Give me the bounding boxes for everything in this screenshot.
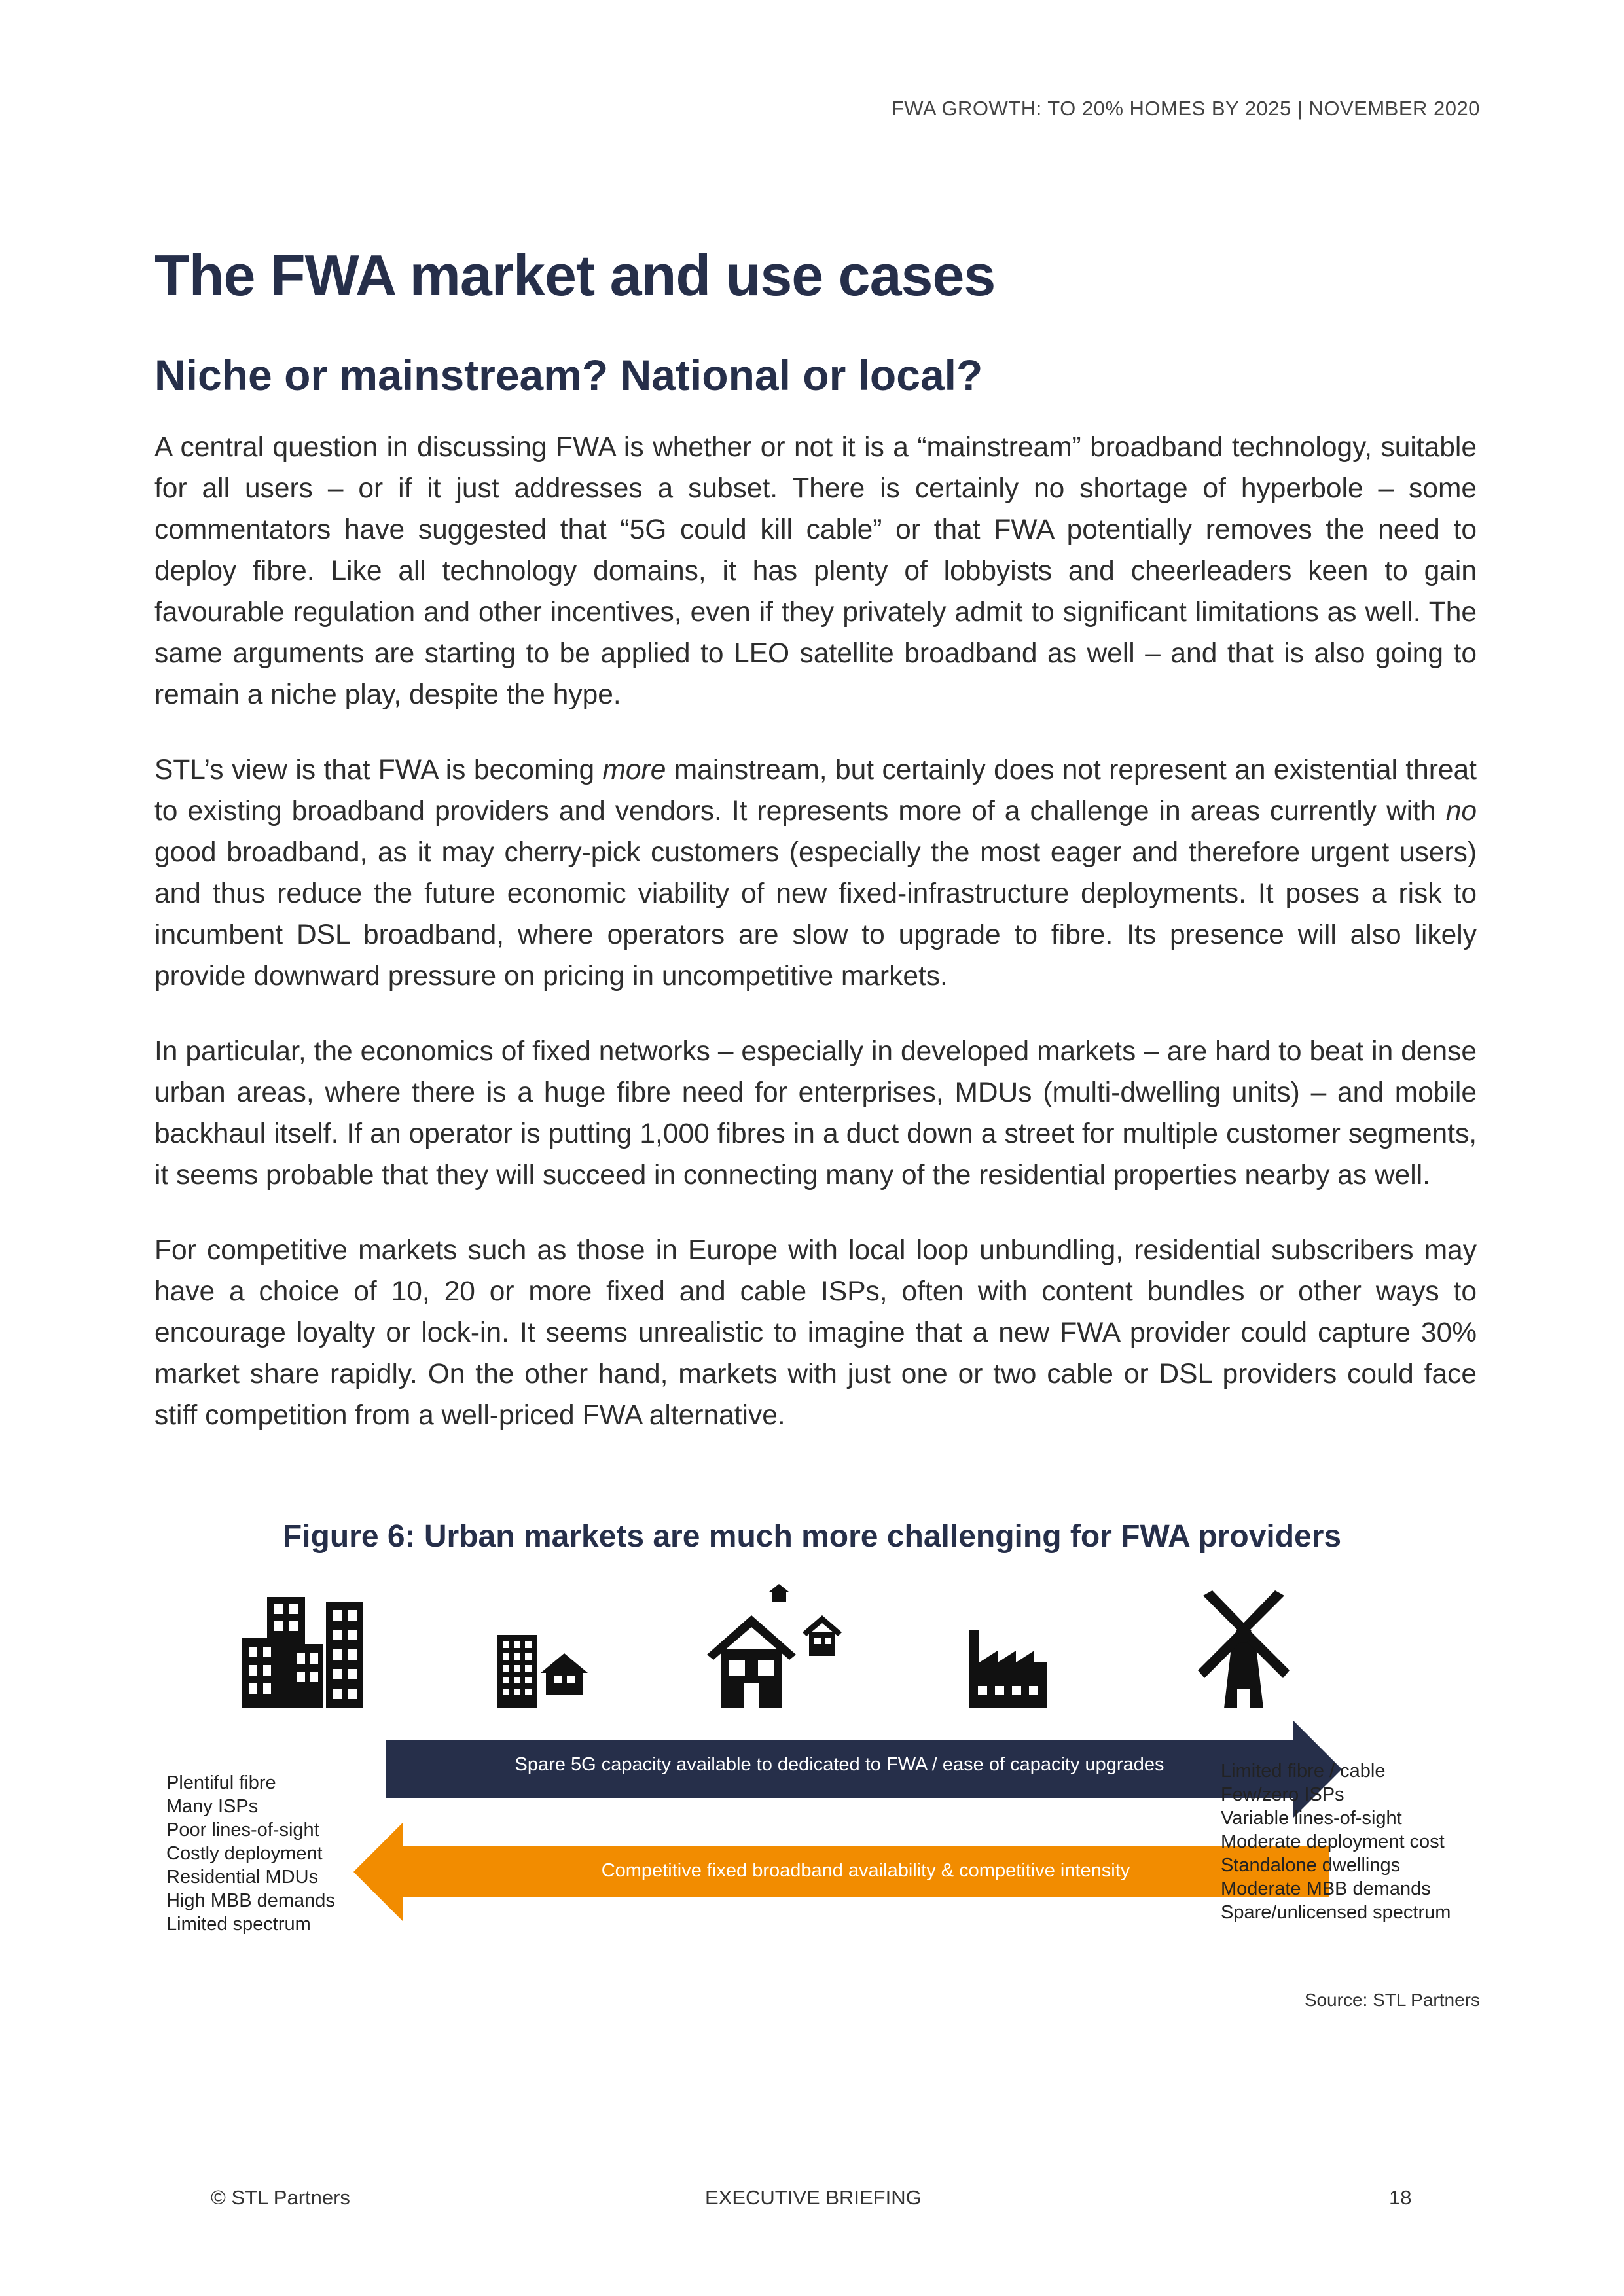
figure-6: [157, 1584, 1492, 1950]
footer-copyright: © STL Partners: [211, 2186, 350, 2209]
building-and-house-icon: [497, 1630, 589, 1708]
list-item: High MBB demands: [166, 1890, 335, 1911]
windmill-icon: [1198, 1590, 1290, 1708]
left-characteristics-list: [166, 1771, 335, 1936]
paragraph-4-text: For competitive markets such as those in Europe with local loop unbundling, residential subscribers may have a choice of 10, 20 or more fixed and cable ISPs, often with content bundles or other ways to encourage loyalty or lock-in. It seems unrealistic to imagine that a new FWA provider could capture 30% market share rapidly. On the other hand, markets with just one or two cable or DSL providers could face stiff competition from a well-priced FWA alternative.: [154, 1235, 1477, 1431]
paragraph-1-text: A central question in discussing FWA is whether or not it is a “mainstream” broadband technology, suitable for all users – or if it just addresses a subset. There is certainly no shortage of hyperbole – some commentators have suggested that “5G could kill cable” or that FWA potentially removes the need to deploy fibre. Like all technology domains, it has plenty of lobbyists and cheerleaders keen to gain favourable regulation and other incentives, even if they privately admit to significant limitations as well. The same arguments are starting to be applied to LEO satellite broadband as well – and that is also going to remain a niche play, despite the hype.: [154, 432, 1477, 710]
list-item: Costly deployment: [166, 1843, 323, 1864]
figure-source: Source: STL Partners: [1304, 1990, 1480, 2010]
list-item: Moderate MBB demands: [1221, 1878, 1431, 1899]
paragraph-2-text-a: STL’s view is that FWA is becoming: [154, 755, 603, 785]
list-item: Limited fibre / cable: [1221, 1761, 1386, 1782]
paragraph-2-text-c: good broadband, as it may cherry-pick customers (especially the most eager and therefore urgent users) and thus reduce the future economic viability of new fixed-infrastructure deployments. It poses a risk to incumbent DSL broadband, where operators are slow to upgrade to fibre. Its presence will also likely provide downward pressure on pricing in uncompetitive markets.: [154, 837, 1477, 992]
paragraph-4: [154, 1230, 1477, 1436]
right-characteristics-list: [1221, 1759, 1451, 1924]
arrow-right-label: Spare 5G capacity available to dedicated to FWA / ease of capacity upgrades: [514, 1754, 1164, 1775]
list-item: Moderate deployment cost: [1221, 1831, 1445, 1852]
arrow-left-label: Competitive fixed broadband availability & competitive intensity: [601, 1860, 1130, 1881]
page-title: The FWA market and use cases: [154, 243, 996, 308]
section-subtitle: Niche or mainstream? National or local?: [154, 351, 983, 399]
page-number: 18: [1389, 2186, 1412, 2209]
paragraph-3-text: In particular, the economics of fixed networks – especially in developed markets – are hard to beat in dense urban areas, where there is a huge fibre need for enterprises, MDUs (multi-dwelling units) – and mobile backhaul itself. If an operator is putting 1,000 fibres in a duct down a street for multiple customer segments, it seems probable that they will succeed in connecting many of the residential properties nearby as well.: [154, 1036, 1477, 1191]
list-item: Standalone dwellings: [1221, 1855, 1401, 1876]
list-item: Few/zero ISPs: [1221, 1784, 1344, 1805]
paragraph-2-emphasis-no: no: [1445, 796, 1477, 827]
list-item: Variable lines-of-sight: [1221, 1808, 1402, 1829]
list-item: Plentiful fibre: [166, 1772, 276, 1793]
factory-icon: [969, 1630, 1047, 1708]
footer-center-label: EXECUTIVE BRIEFING: [705, 2186, 922, 2209]
paragraph-1: [154, 427, 1477, 715]
list-item: Residential MDUs: [166, 1867, 319, 1888]
paragraph-2-emphasis-more: more: [602, 755, 666, 785]
list-item: Many ISPs: [166, 1796, 259, 1817]
city-buildings-icon: [242, 1597, 367, 1708]
list-item: Limited spectrum: [166, 1914, 311, 1935]
paragraph-2: [154, 749, 1477, 997]
list-item: Poor lines-of-sight: [166, 1820, 319, 1840]
figure-title: Figure 6: Urban markets are much more challenging for FWA providers: [282, 1519, 1342, 1554]
paragraph-3: [154, 1031, 1477, 1196]
list-item: Spare/unlicensed spectrum: [1221, 1902, 1451, 1923]
body-text: [154, 427, 1477, 1470]
houses-icon: [707, 1584, 851, 1708]
running-header: FWA GROWTH: TO 20% HOMES BY 2025 | NOVEMBER 2020: [891, 97, 1480, 120]
paragraph-2-text-b: mainstream, but certainly does not represent an existential threat to existing broadband providers and vendors. It represents more of a challenge in areas currently with: [154, 755, 1477, 827]
